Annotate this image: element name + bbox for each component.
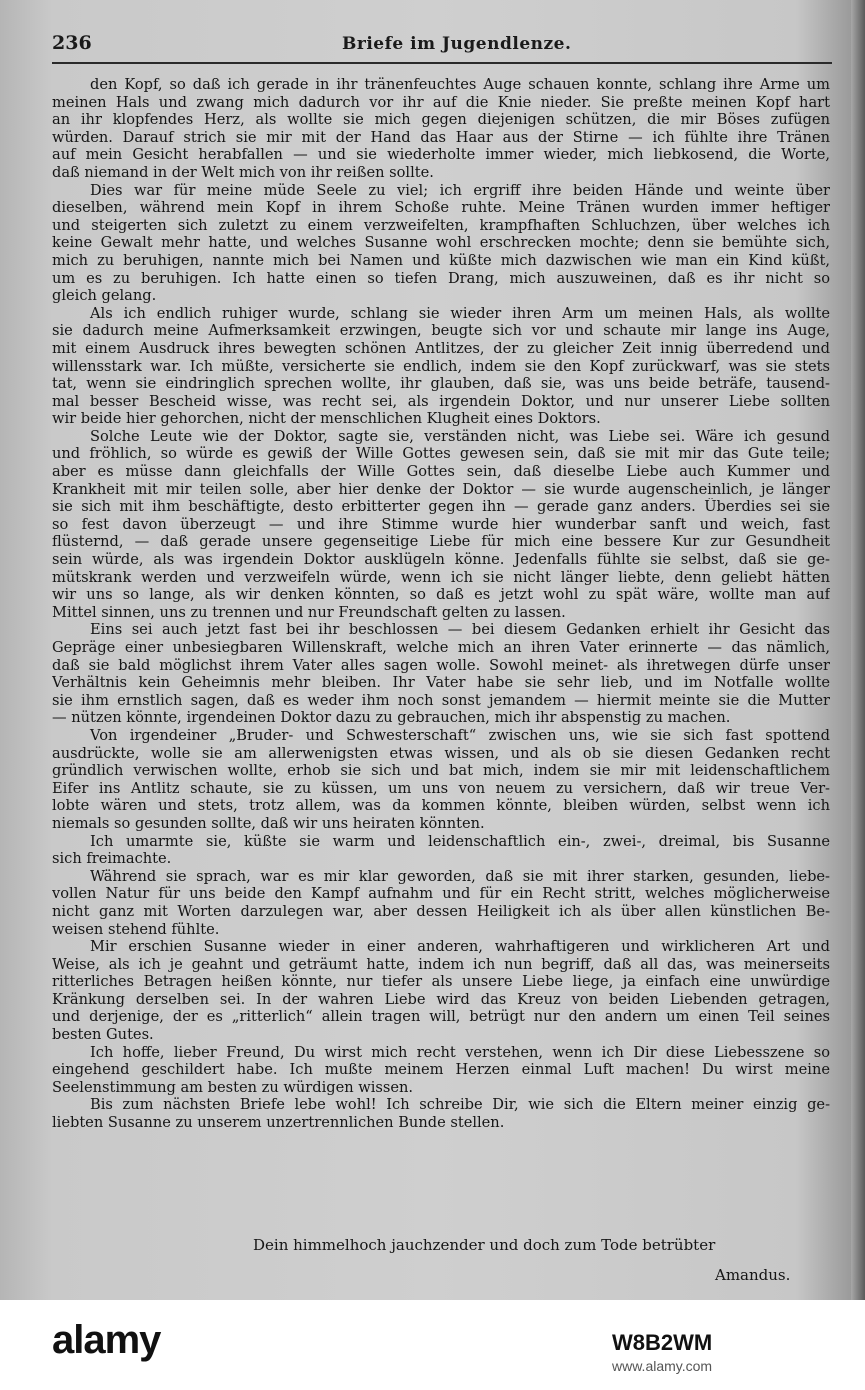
text-line: nicht ganz mit Worten darzulegen war, aber dessen Heiligkeit ich als über allen künstlichen Be- [52, 902, 830, 920]
letter-body [52, 76, 830, 1132]
text-line: sich freimachte. [52, 850, 172, 868]
image-id: W8B2WM [612, 1330, 713, 1355]
paragraph [52, 727, 830, 833]
watermark-logo: alamy [52, 1318, 161, 1362]
text-line: Mir erschien Susanne wieder in einer anderen, wahrhaftigeren und wirklicheren Art und [90, 938, 830, 956]
text-line: weisen stehend fühlte. [52, 920, 220, 938]
text-line: vollen Natur für uns beide den Kampf aufnahm und für ein Recht stritt, welches möglicherweise [52, 885, 830, 903]
text-line: Kränkung derselben sei. In der wahren Liebe wird das Kreuz von beiden Liebenden getragen, [52, 990, 830, 1008]
text-line: gründlich verwischen wollte, erhob sie sich und bat mich, indem sie mir mit leidenschaftlichem [52, 762, 830, 780]
paragraph [52, 1044, 830, 1097]
paragraph [52, 76, 830, 182]
text-line: Eifer ins Antlitz schaute, sie zu küssen, um uns von neuem zu versichern, daß wir treue Ver- [52, 779, 830, 797]
text-line: Während sie sprach, war es mir klar geworden, daß sie mit ihrer starken, gesunden, liebe- [90, 867, 830, 885]
text-line: wir beide hier gehorchen, nicht der menschlichen Klugheit eines Doktors. [52, 410, 601, 428]
text-line: mal besser Bescheid wisse, was recht sei, als irgendein Doktor, und nur unserer Liebe sollten [52, 392, 830, 410]
text-line: Bis zum nächsten Briefe lebe wohl! Ich schreibe Dir, wie sich die Eltern meiner einzig ge- [90, 1096, 830, 1114]
text-line: daß sie bald möglichst ihrem Vater alles sagen wolle. Sowohl meinet- als ihretwegen dürfe unser [52, 656, 830, 674]
text-line: und fröhlich, so würde es gewiß der Wille Gottes gewesen sein, daß sie mit mir das Gute teile; [52, 445, 830, 463]
page-number: 236 [52, 32, 92, 54]
text-line: niemals so gesunden sollte, daß wir uns heiraten könnten. [52, 814, 485, 832]
text-line: an ihr klopfendes Herz, als wollte sie mich gegen diejenigen schützen, die mir Böses zufügen [52, 111, 830, 129]
text-line: ritterliches Betragen heißen könnte, nur tiefer als unsere Liebe liege, ja einfach eine unwürdige [52, 973, 830, 991]
text-line: mütskrank werden und verzweifeln würde, wenn ich sie nicht länger liebte, denn geliebt hätten [52, 568, 830, 586]
text-line: keine Gewalt mehr hatte, und welches Susanne wohl erschrecken mochte; denn sie bemühte sich, [52, 234, 830, 252]
text-line: flüsternd, — daß gerade unsere gegenseitige Liebe für mich eine bessere Kur zur Gesundheit [52, 533, 830, 551]
text-line: Seelenstimmung am besten zu würdigen wissen. [52, 1078, 414, 1096]
text-line: liebten Susanne zu unserem unzertrennlichen Bunde stellen. [52, 1114, 505, 1132]
text-line: sie sich mit ihm beschäftigte, desto erbitterter gegen ihn — gerade ganz anders. Überdies sei sie [52, 498, 830, 516]
text-line: sie dadurch meine Aufmerksamkeit erzwingen, beugte sich vor und schaute mir lange ins Auge, [52, 322, 830, 340]
text-line: Gepräge einer unbesiegbaren Willenskraft, welche mich an ihren Vater erinnerte — das nämlich, [52, 639, 830, 656]
text-line: lobte wären und stets, trotz allem, was da kommen könnte, bleiben würden, selbst wenn ich [52, 797, 830, 815]
text-line: daß niemand in der Welt mich von ihr reißen sollte. [52, 163, 434, 181]
text-line: Krankheit mit mir teilen solle, aber hier denke der Doktor — sie wurde augenscheinlich, je länger [52, 480, 830, 498]
text-line: Verhältnis kein Geheimnis mehr bleiben. Ihr Vater habe sie sehr lieb, und im Notfalle wollte [52, 674, 830, 692]
paragraph [52, 833, 830, 868]
text-line: Solche Leute wie der Doktor, sagte sie, verständen nicht, was Liebe sei. Wäre ich gesund [90, 427, 830, 445]
text-line: aber es müsse dann gleichfalls der Wille Gottes sein, daß dieselbe Liebe auch Kummer und [52, 463, 830, 481]
text-line: den Kopf, so daß ich gerade in ihr tränenfeuchtes Auge schauen konnte, schlang ihre Arme um [90, 76, 830, 93]
paragraph [52, 428, 830, 622]
text-line: besten Gutes. [52, 1026, 154, 1044]
site-url: www.alamy.com [612, 1358, 713, 1374]
text-line: Dies war für meine müde Seele zu viel; ich ergriff ihre beiden Hände und weinte über [90, 181, 830, 199]
paragraph [52, 182, 830, 305]
page-header [52, 22, 832, 62]
text-line: gleich gelang. [52, 287, 157, 305]
text-line: mit einem Ausdruck ihres bewegten schönen Antlitzes, der zu gleicher Zeit innig überredend und [52, 339, 830, 357]
header-rule [52, 62, 832, 64]
text-line: so fest davon überzeugt — und ihre Stimme wurde hier wunderbar sanft und weich, fast [52, 515, 830, 533]
text-line: willensstark war. Ich müßte, versicherte sie endlich, indem sie den Kopf zurückwarf, was sie stets [52, 357, 830, 375]
text-line: eingehend geschildert habe. Ich mußte meinem Herzen einmal Luft machen! Du wirst meine [52, 1061, 830, 1079]
text-line: Eins sei auch jetzt fast bei ihr beschlossen — bei diesem Gedanken erhielt ihr Gesicht das [90, 621, 830, 639]
paragraph [52, 868, 830, 938]
text-line: wir uns so lange, als wir denken könnten, so daß es jetzt wohl zu spät wäre, wollte man auf [52, 586, 830, 604]
text-line: — nützen könnte, irgendeinen Doktor dazu zu gebrauchen, mich ihr abspenstig zu machen. [52, 709, 731, 727]
paragraph [52, 938, 830, 1044]
text-line: und derjenige, der es „ritterlich“ allein tragen will, betrügt nur den andern um einen Teil seines [52, 1008, 830, 1026]
paragraph [52, 305, 830, 428]
paragraph [52, 1096, 830, 1131]
paragraph [52, 621, 830, 727]
running-title: Briefe im Jugendlenze. [342, 34, 572, 54]
text-line: Als ich endlich ruhiger wurde, schlang sie wieder ihren Arm um meinen Hals, als wollte [90, 304, 830, 322]
text-line: Von irgendeiner „Bruder- und Schwesterschaft“ zwischen uns, wie sie sich fast spottend [90, 726, 830, 744]
text-line: Ich hoffe, lieber Freund, Du wirst mich recht verstehen, wenn ich Dir diese Liebesszene so [90, 1043, 830, 1061]
text-line: auf mein Gesicht herabfallen — und sie wiederholte immer wieder, mich liebkosend, die Worte, [52, 146, 830, 164]
closing-salutation: Dein himmelhoch jauchzender und doch zum Tode betrübter [253, 1236, 716, 1254]
book-spine-shadow [851, 0, 865, 1300]
text-line: meinen Hals und zwang mich dadurch vor ihr auf die Knie nieder. Sie preßte meinen Kopf hart [52, 93, 830, 111]
text-line: Weise, als ich je geahnt und geträumt hatte, indem ich nun begriff, daß all das, was meinerseits [52, 955, 830, 973]
text-line: und steigerten sich zuletzt zu einem verzweifelten, krampfhaften Schluchzen, über welches ich [52, 216, 830, 234]
text-line: sie ihm ernstlich sagen, daß es weder ihm noch sonst jemandem — hiermit meinte sie die Mutter [52, 691, 830, 709]
text-line: mich zu beruhigen, nannte mich bei Namen und küßte mich dazwischen wie man ein Kind küßt, [52, 251, 830, 269]
text-line: dieselben, während mein Kopf in ihrem Schoße ruhte. Meine Tränen wurden immer heftiger [52, 199, 830, 217]
text-line: Ich umarmte sie, küßte sie warm und leidenschaftlich ein-, zwei-, dreimal, bis Susanne [90, 832, 830, 850]
text-line: würden. Darauf strich sie mir mit der Hand das Haar aus der Stirne — ich fühlte ihre Tränen [52, 128, 830, 146]
signature: Amandus. [715, 1266, 791, 1284]
text-line: Mittel sinnen, uns zu trennen und nur Freundschaft gelten zu lassen. [52, 603, 566, 621]
text-line: sein würde, als was irgendein Doktor ausklügeln könne. Jedenfalls fühlte sie selbst, daß sie ge- [52, 551, 830, 569]
text-line: ausdrückte, wolle sie am allerwenigsten etwas wissen, und als ob sie diesen Gedanken recht [52, 744, 830, 762]
text-line: tat, wenn sie eindringlich sprechen wollte, ihr glauben, daß sie, was uns beide beträfe, tausend- [52, 375, 830, 393]
text-line: um es zu beruhigen. Ich hatte einen so tiefen Drang, mich auszuweinen, daß es ihr nicht so [52, 269, 830, 287]
